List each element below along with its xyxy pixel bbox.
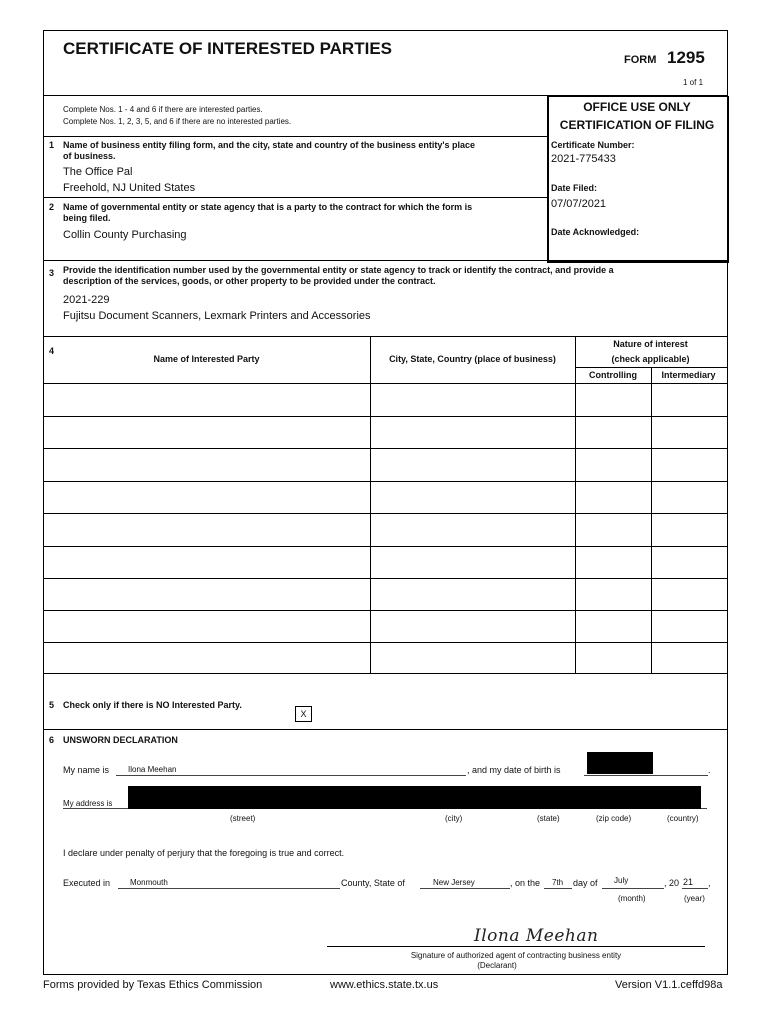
nature-subheader-line: [575, 367, 727, 368]
divider-3: [43, 260, 727, 261]
certification-title: CERTIFICATION OF FILING: [559, 118, 715, 132]
date-filed-value: 07/07/2021: [551, 198, 607, 210]
section-3-label-1: Provide the identification number used by the governmental entity or state agency to track or identify the contract, and provide a: [63, 265, 614, 275]
month-value: July: [614, 876, 629, 885]
address-redaction: [128, 786, 701, 809]
table-vline-3: [651, 367, 652, 673]
table-row: [43, 481, 727, 482]
table-row: [43, 610, 727, 611]
section-3-number: 3: [49, 268, 55, 278]
governmental-entity: Collin County Purchasing: [63, 229, 187, 241]
name-underline: [116, 775, 466, 776]
footer-left: Forms provided by Texas Ethics Commission: [43, 979, 263, 991]
col-controlling-header: Controlling: [589, 370, 637, 380]
caption-year: (year): [684, 894, 705, 903]
day-underline: [544, 888, 572, 889]
instruction-line-1: Complete Nos. 1 - 4 and 6 if there are interested parties.: [63, 105, 263, 114]
table-row: [43, 642, 727, 643]
footer-right: Version V1.1.ceffd98a: [615, 979, 723, 991]
county-underline: [118, 888, 340, 889]
no-interested-party-checkbox[interactable]: X: [295, 706, 312, 722]
divider-2: [43, 197, 547, 198]
year-comma: ,: [708, 878, 711, 888]
instruction-line-2: Complete Nos. 1, 2, 3, 5, and 6 if there are no interested parties.: [63, 117, 292, 126]
caption-state: (state): [537, 814, 560, 823]
form-title: CERTIFICATE OF INTERESTED PARTIES: [63, 39, 392, 58]
divider-4: [43, 336, 727, 337]
contract-description: Fujitsu Document Scanners, Lexmark Printers and Accessories: [63, 310, 371, 322]
on-the: , on the: [510, 878, 541, 888]
col-name-header: Name of Interested Party: [153, 354, 260, 364]
caption-month: (month): [618, 894, 646, 903]
declaration-text: I declare under penalty of perjury that the foregoing is true and correct.: [63, 848, 345, 858]
county-label: County, State of: [341, 878, 405, 888]
year-underline: [682, 888, 708, 889]
section-5-number: 5: [49, 700, 55, 710]
caption-street: (street): [230, 814, 256, 823]
section-3-label-2: description of the services, goods, or other property to be provided under the contract.: [63, 276, 436, 286]
divider-5: [43, 729, 727, 730]
caption-city: (city): [445, 814, 463, 823]
table-row: [43, 513, 727, 514]
caption-country: (country): [667, 814, 699, 823]
section-1-label-1: Name of business entity filing form, and the city, state and country of the business entity's place: [63, 140, 476, 150]
day-of: day of: [573, 878, 598, 888]
caption-zip: (zip code): [596, 814, 632, 823]
col-nature-header-1: Nature of interest: [613, 339, 688, 349]
divider-1: [43, 136, 547, 137]
state-value: New Jersey: [433, 878, 475, 887]
col-intermediary-header: Intermediary: [661, 370, 716, 380]
year-value: 21: [683, 877, 694, 887]
signature-caption-2: (Declarant): [477, 961, 517, 970]
table-row: [43, 673, 727, 674]
certificate-number-label: Certificate Number:: [551, 140, 635, 150]
section-2-label-1: Name of governmental entity or state agency that is a party to the contract for which the form is: [63, 202, 473, 212]
table-vline-1: [370, 336, 371, 673]
table-vline-2: [575, 336, 576, 673]
col-nature-header-2: (check applicable): [611, 354, 690, 364]
date-acknowledged-label: Date Acknowledged:: [551, 227, 640, 237]
county-value: Monmouth: [130, 878, 168, 887]
state-underline: [420, 888, 510, 889]
table-row: [43, 578, 727, 579]
section-2-number: 2: [49, 202, 55, 212]
section-6-title: UNSWORN DECLARATION: [63, 735, 178, 745]
col-location-header: City, State, Country (place of business): [389, 354, 556, 364]
name-prefix: My name is: [63, 765, 110, 775]
section-5-label: Check only if there is NO Interested Party.: [63, 700, 242, 710]
footer-center: www.ethics.state.tx.us: [330, 979, 439, 991]
dob-redaction: [587, 752, 653, 774]
section-1-number: 1: [49, 140, 55, 150]
signature-line: [327, 946, 705, 947]
office-use-title: OFFICE USE ONLY: [583, 100, 691, 114]
signature: Ilona Meehan: [474, 926, 599, 946]
signature-caption-1: Signature of authorized agent of contracting business entity: [410, 951, 622, 960]
section-4-number: 4: [49, 346, 55, 356]
address-prefix: My address is: [63, 799, 113, 808]
certificate-number-value: 2021-775433: [551, 153, 616, 165]
executed-prefix: Executed in: [63, 878, 111, 888]
dob-underline: [584, 775, 708, 776]
contract-id: 2021-229: [63, 294, 110, 306]
business-name: The Office Pal: [63, 166, 133, 178]
table-row: [43, 416, 727, 417]
form-label: FORM: [624, 54, 657, 66]
dob-prefix: , and my date of birth is: [467, 765, 561, 775]
section-2-label-2: being filed.: [63, 213, 111, 223]
dob-period: .: [708, 765, 711, 775]
business-location: Freehold, NJ United States: [63, 182, 196, 194]
month-underline: [602, 888, 664, 889]
page-number: 1 of 1: [683, 78, 704, 87]
table-row: [43, 448, 727, 449]
date-filed-label: Date Filed:: [551, 183, 598, 193]
section-1-label-2: of business.: [63, 151, 116, 161]
day-value: 7th: [552, 878, 564, 887]
section-6-number: 6: [49, 735, 55, 745]
form-number: 1295: [667, 48, 705, 67]
table-header-bottom: [43, 383, 727, 384]
year-prefix: , 20: [664, 878, 680, 888]
declarant-name: Ilona Meehan: [128, 765, 177, 774]
table-row: [43, 546, 727, 547]
